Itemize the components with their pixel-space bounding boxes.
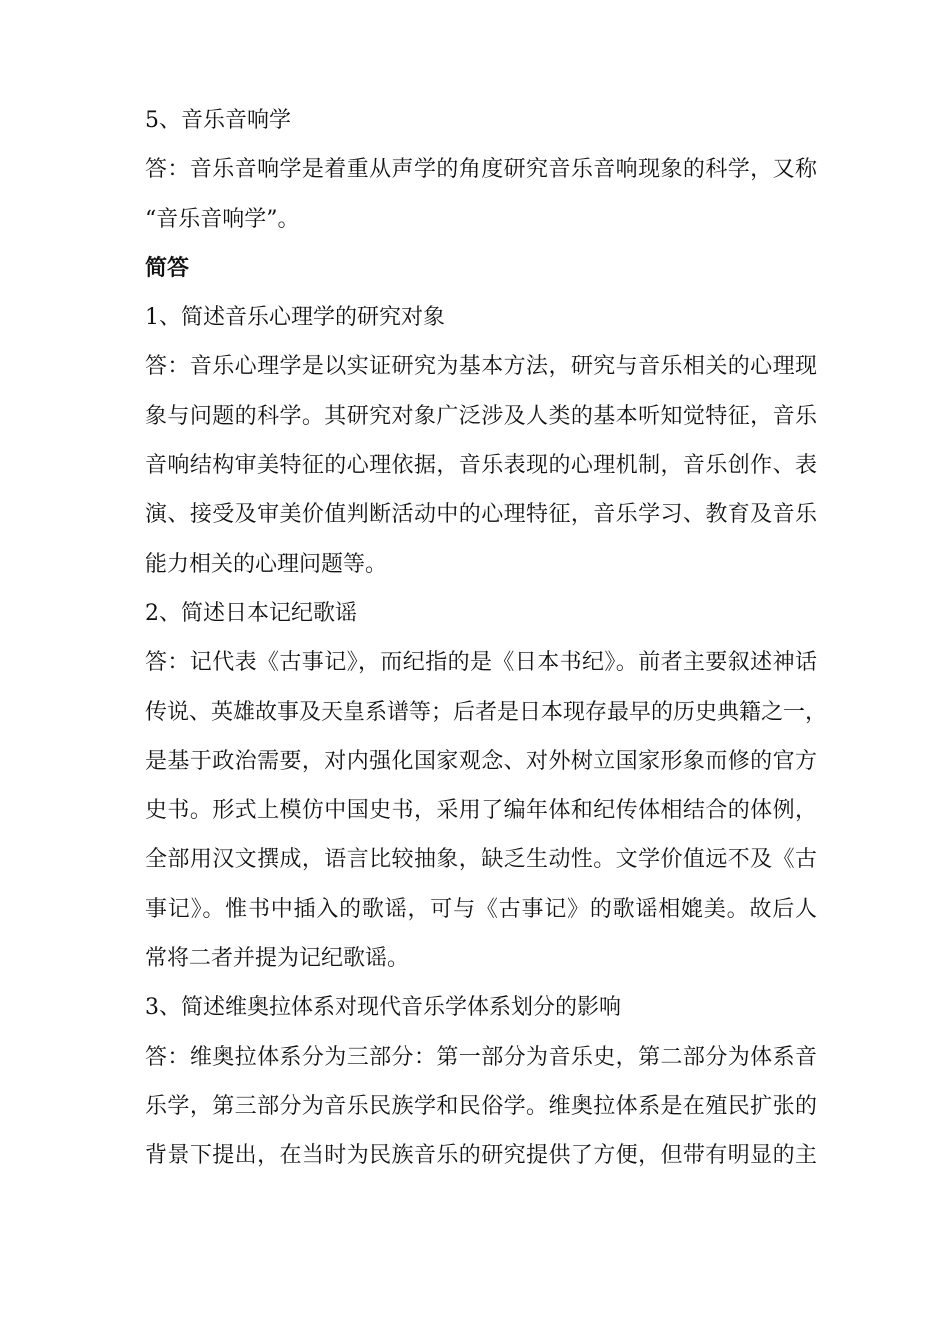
answer-line: 答：音乐心理学是以实证研究为基本方法，研究与音乐相关的心理现 [145,354,817,380]
answer-line: 乐学，第三部分为音乐民族学和民俗学。维奥拉体系是在殖民扩张的 [145,1093,817,1119]
answer-line: 答：音乐音响学是着重从声学的角度研究音乐音响现象的科学，又称 [145,157,817,183]
section-heading: 简答 [145,255,190,281]
answer-line: 音响结构审美特征的心理依据，音乐表现的心理机制，音乐创作、表 [145,453,817,479]
document-content [145,96,828,1181]
question-heading: 5、音乐音响学 [145,108,291,133]
answer-line: 答：维奥拉体系分为三部分：第一部分为音乐史，第二部分为体系音 [145,1044,817,1070]
answer-line: “音乐音响学”。 [145,206,300,232]
answer-line: 能力相关的心理问题等。 [145,551,388,577]
answer-line: 全部用汉文撰成，语言比较抽象，缺乏生动性。文学价值远不及《古 [145,847,817,873]
answer-line: 事记》。惟书中插入的歌谣，可与《古事记》的歌谣相媲美。故后人 [145,896,817,922]
answer-line: 常将二者并提为记纪歌谣。 [145,946,410,972]
answer-line: 象与问题的科学。其研究对象广泛涉及人类的基本听知觉特征，音乐 [145,403,817,429]
answer-line: 背景下提出，在当时为民族音乐的研究提供了方便，但带有明显的主 [145,1143,817,1169]
question-heading: 2、简述日本记纪歌谣 [145,600,357,626]
answer-line: 演、接受及审美价值判断活动中的心理特征，音乐学习、教育及音乐 [145,502,817,528]
answer-line: 传说、英雄故事及天皇系谱等；后者是日本现存最早的历史典籍之一， [145,699,828,725]
answer-line: 答：记代表《古事记》，而纪指的是《日本书纪》。前者主要叙述神话 [145,650,817,676]
answer-line: 是基于政治需要，对内强化国家观念、对外树立国家形象而修的官方 [145,748,817,774]
question-heading: 1、简述音乐心理学的研究对象 [145,305,445,331]
answer-line: 史书。形式上模仿中国史书，采用了编年体和纪传体相结合的体例， [145,798,817,824]
question-heading: 3、简述维奥拉体系对现代音乐学体系划分的影响 [145,995,621,1021]
